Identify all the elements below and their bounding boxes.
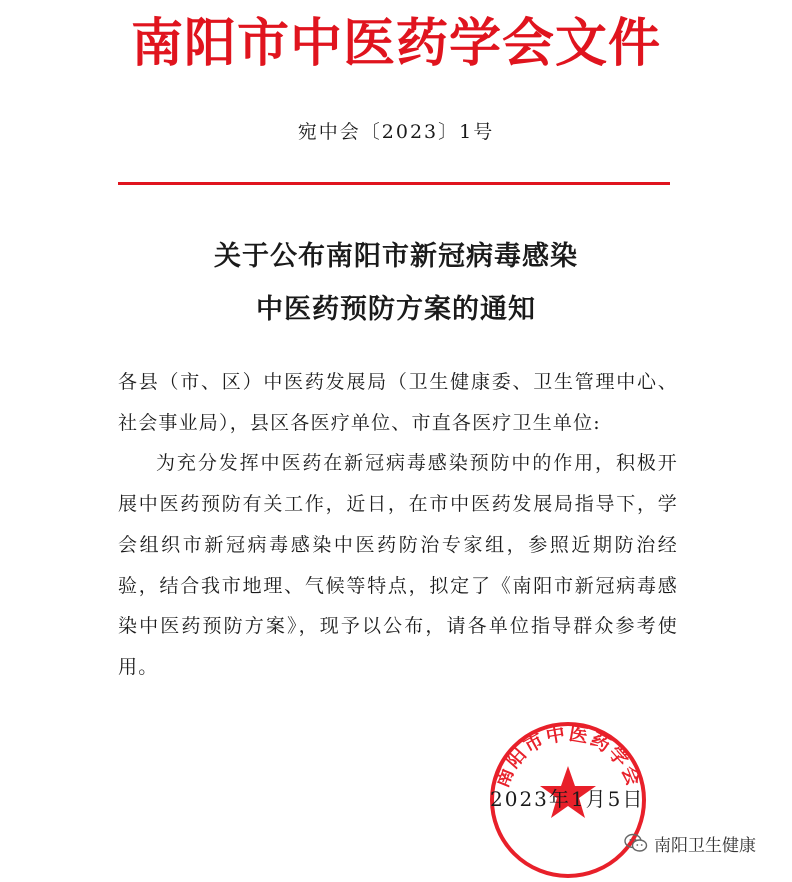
- document-header-title: 南阳市中医药学会文件: [130, 13, 661, 74]
- watermark-label: 南阳卫生健康: [654, 835, 756, 856]
- notice-date: 2023年1月5日: [490, 787, 645, 811]
- header-divider: [118, 182, 670, 185]
- wechat-icon: [624, 832, 648, 854]
- notice-paragraph: 为充分发挥中医药在新冠病毒感染预防中的作用，积极开展中医药预防有关工作，近日，在市中医药发展局指导下，学会组织市新冠病毒感染中医药防治专家组，参照近期防治经验，结合我市地理、气候等特点，拟定了《南阳市新冠病毒感染中医药预防方案》，现予以公布，请各单位指导群众参考使用。: [118, 452, 678, 678]
- notice-body: [118, 362, 678, 688]
- notice-title-line-2: 中医药预防方案的通知: [256, 294, 536, 325]
- seal-text: 南阳市中医药学会: [490, 722, 646, 791]
- document-number: 宛中会〔2023〕1号: [297, 121, 495, 143]
- notice-title-line-1: 关于公布南阳市新冠病毒感染: [214, 241, 578, 272]
- source-watermark: [624, 830, 756, 856]
- notice-addressee: 各县（市、区）中医药发展局（卫生健康委、卫生管理中心、社会事业局），县区各医疗单位、市直各医疗卫生单位:: [118, 371, 678, 434]
